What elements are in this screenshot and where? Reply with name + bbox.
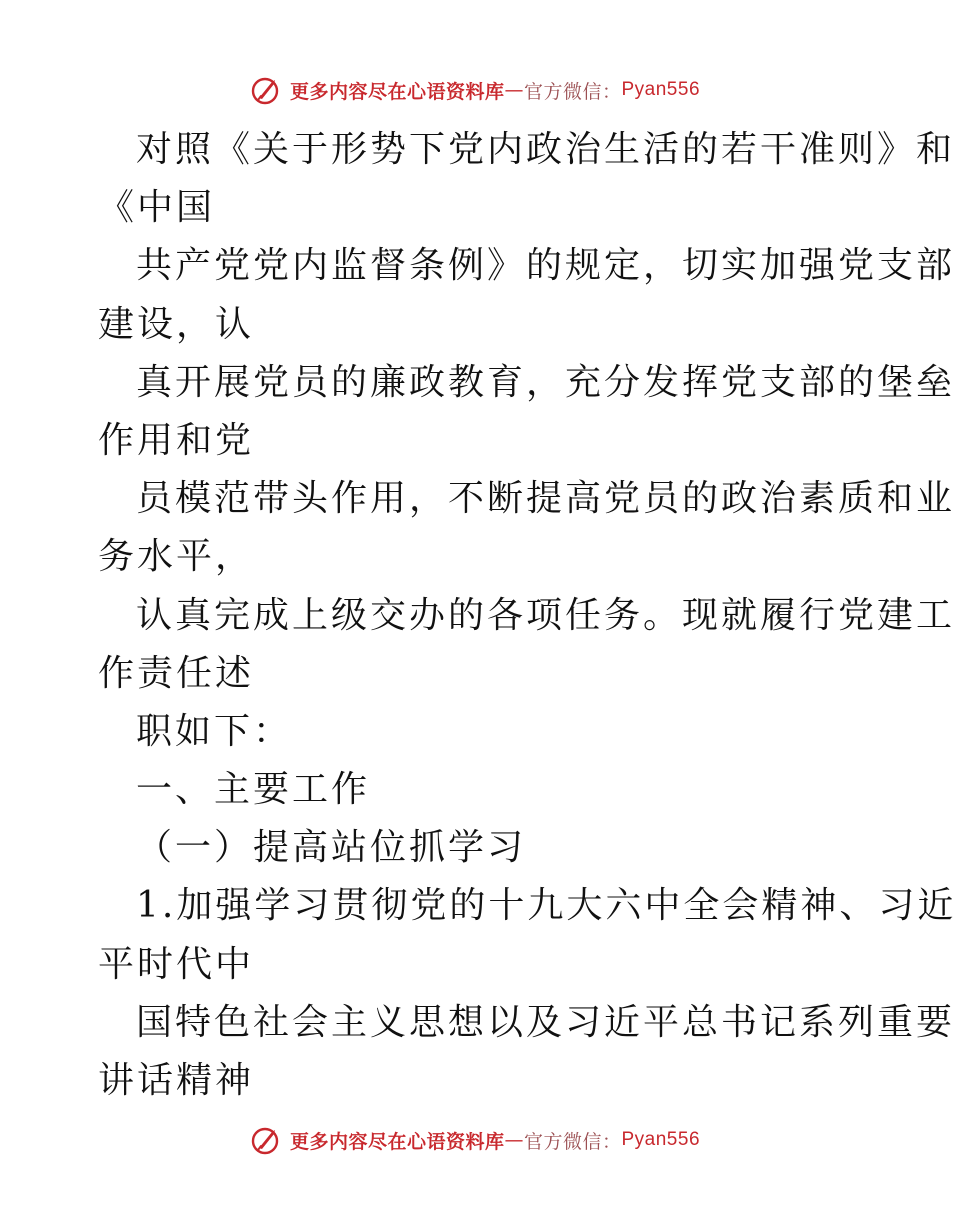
body-line: 真开展党员的廉政教育，充分发挥党支部的堡垒 — [136, 361, 956, 403]
body-line: 对照《关于形势下党内政治生活的若干准则》和 — [136, 129, 956, 170]
banner-dash: — — [504, 79, 524, 101]
body-line: 职如下： — [136, 710, 293, 752]
body-line: 作责任述 — [98, 652, 255, 694]
banner-main-text: 更多内容尽在心语资料库 — [289, 80, 505, 103]
subsection-heading: （一）提高站位抓学习 — [136, 827, 527, 869]
body-line: 国特色社会主义思想以及习近平总书记系列重要 — [136, 1001, 956, 1043]
body-line: 认真完成上级交办的各项任务。现就履行党建工 — [136, 594, 956, 636]
banner-sub-text: 官方微信： — [523, 1130, 622, 1153]
banner-main-text: 更多内容尽在心语资料库 — [289, 1130, 505, 1153]
body-line: 建设，认 — [98, 303, 255, 345]
body-line: 讲话精神 — [98, 1060, 255, 1101]
footer-watermark-banner — [0, 1120, 950, 1160]
body-line: 1.加强学习贯彻党的十九大六中全会精神、习近 — [136, 885, 956, 927]
banner-wechat-id: Pyan556 — [621, 1129, 701, 1150]
banner-dash: — — [504, 1129, 524, 1151]
header-watermark-banner — [0, 70, 950, 110]
body-line: 员模范带头作用，不断提高党员的政治素质和业 — [136, 478, 956, 520]
body-line: 共产党党内监督条例》的规定，切实加强党支部 — [136, 245, 956, 287]
body-line: 平时代中 — [98, 943, 255, 985]
banner-sub-text: 官方微信： — [523, 80, 622, 103]
body-line: 作用和党 — [98, 419, 255, 461]
quill-pen-logo-icon — [250, 74, 282, 106]
body-line: 《中国 — [98, 187, 216, 229]
banner-wechat-id: Pyan556 — [621, 79, 701, 100]
body-line: 务水平， — [98, 536, 255, 578]
document-body — [98, 121, 956, 1110]
quill-pen-logo-icon — [250, 1124, 282, 1156]
section-heading: 一、主要工作 — [136, 769, 371, 811]
